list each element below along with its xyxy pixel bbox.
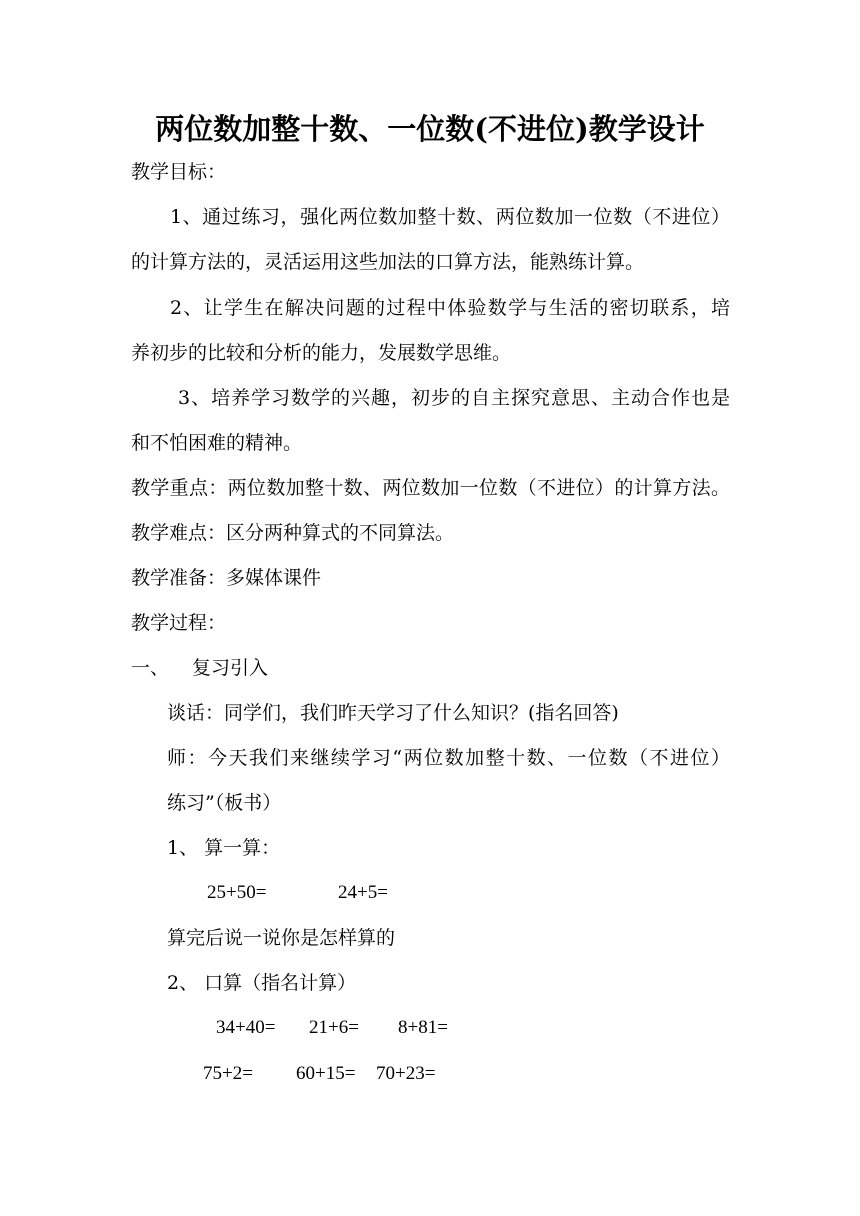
- oral-expression: 21+6=: [309, 1017, 359, 1038]
- item-1-label: 1、 算一算：: [167, 837, 281, 859]
- key-point: 教学重点：两位数加整十数、两位数加一位数（不进位）的计算方法。: [131, 477, 730, 499]
- item-1-expression: 25+50=: [207, 882, 267, 903]
- oral-expression: 60+15=: [296, 1063, 356, 1084]
- oral-expression: 34+40=: [216, 1017, 276, 1038]
- item-1-expression: 24+5=: [338, 882, 388, 903]
- talk-line: 谈话：同学们，我们昨天学习了什么知识？(指名回答): [167, 702, 619, 724]
- objective-3-line-2: 和不怕困难的精神。: [131, 432, 303, 454]
- document-title: 两位数加整十数、一位数(不进位)教学设计: [155, 112, 705, 146]
- oral-expression: 75+2=: [203, 1063, 253, 1084]
- item-1-note: 算完后说一说你是怎样算的: [167, 927, 396, 949]
- teacher-line-1: 师：今天我们来继续学习“两位数加整十数、一位数（不进位）: [167, 747, 730, 769]
- oral-expression: 70+23=: [376, 1063, 436, 1084]
- oral-expression: 8+81=: [398, 1017, 448, 1038]
- item-2-label: 2、 口算（指名计算）: [167, 972, 357, 994]
- objective-3-line-1: 3、培养学习数学的兴趣，初步的自主探究意思、主动合作也是: [178, 387, 730, 409]
- teacher-line-2: 练习”（板书）: [167, 792, 282, 814]
- process-heading: 教学过程：: [131, 612, 227, 634]
- objective-2-line-2: 养初步的比较和分析的能力，发展数学思维。: [131, 342, 512, 364]
- objective-1-line-2: 的计算方法的，灵活运用这些加法的口算方法，能熟练计算。: [131, 251, 645, 273]
- preparation: 教学准备：多媒体课件: [131, 567, 322, 589]
- section-1-title: 复习引入: [192, 657, 269, 679]
- difficulty: 教学难点：区分两种算式的不同算法。: [131, 522, 455, 544]
- objective-1-line-1: 1、通过练习，强化两位数加整十数、两位数加一位数（不进位）: [170, 206, 730, 228]
- objectives-heading: 教学目标：: [131, 161, 227, 183]
- section-1-number: 一、: [131, 657, 170, 679]
- objective-2-line-1: 2、让学生在解决问题的过程中体验数学与生活的密切联系，培: [170, 297, 730, 319]
